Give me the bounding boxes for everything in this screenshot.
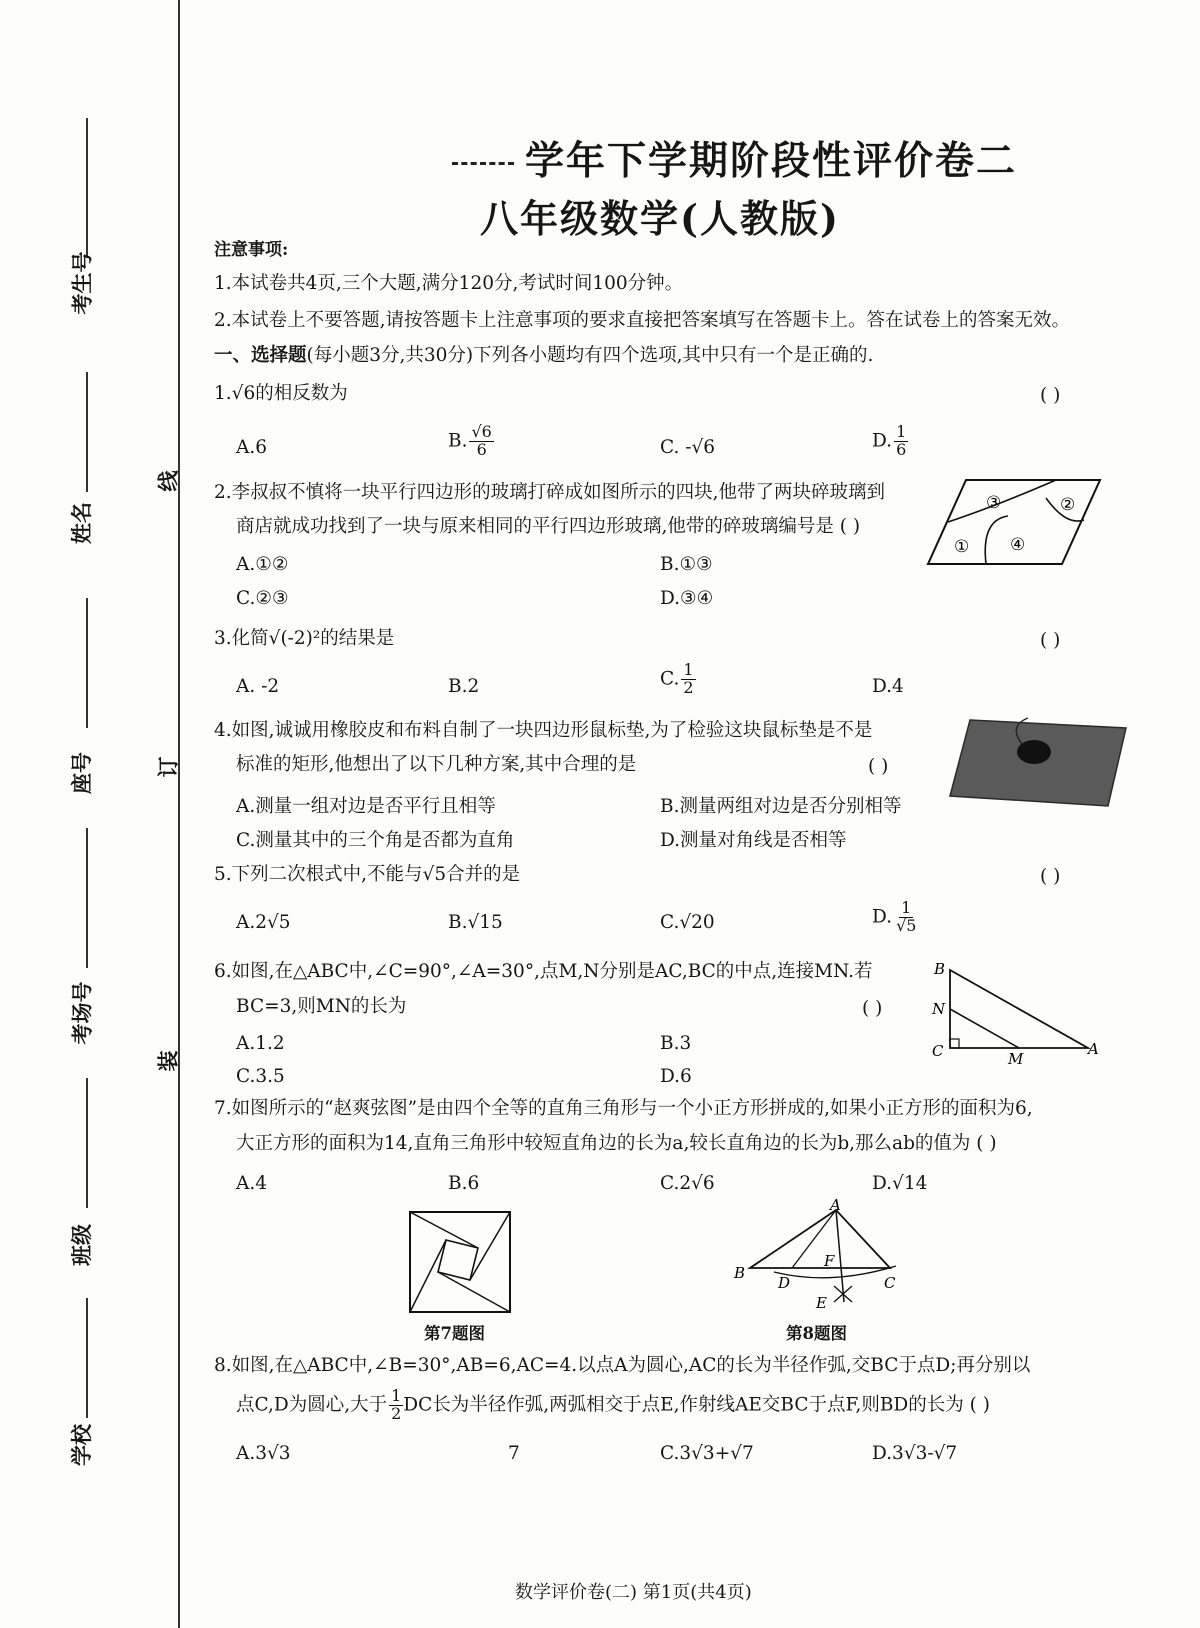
class-fill-line [86, 1078, 88, 1208]
exam-number-label: 考生号 [69, 251, 95, 315]
q6-line1: 6.如图,在△ABC中,∠C=90°,∠A=30°,点M,N分别是AC,BC的中点,连接MN.若 [214, 961, 873, 982]
q8-line2-post: DC长为半径作弧,两弧相交于点E,作射线AE交BC于点F,则BD的长为 ( ) [403, 1394, 990, 1416]
q1-option-c: C. -√6 [660, 437, 716, 458]
q7-outer-square [410, 1212, 510, 1312]
q5-option-d-den: √5 [896, 915, 917, 935]
q6-label-m: M [1008, 1050, 1024, 1068]
notes-heading: 注意事项: [214, 240, 289, 260]
q7-option-a: A.4 [236, 1173, 268, 1194]
q5-option-d-prefix: D. [872, 906, 893, 928]
q8-line2-den: 2 [391, 1403, 402, 1423]
q8-line1: 8.如图,在△ABC中,∠B=30°,AB=6,AC=4.以点A为圆心,AC的长为半径作弧,交BC于点D;再分别以 [214, 1355, 1031, 1376]
q5-option-a: A.2√5 [236, 912, 291, 933]
q3-option-c-num: 1 [683, 660, 694, 679]
q5-stem: 5.下列二次根式中,不能与√5合并的是 [214, 864, 521, 885]
q7-line2: 大正方形的面积为14,直角三角形中较短直角边的长为a,较长直角边的长为b,那么ab的值为 ( ) [236, 1133, 997, 1154]
q2-piece-1-label: ① [954, 537, 970, 557]
q1-option-d-frac [894, 424, 908, 459]
q3-answer-paren: ( ) [1040, 630, 1061, 651]
q2-line1: 2.李叔叔不慎将一块平行四边形的玻璃打碎成如图所示的四块,他带了两块碎玻璃到 [214, 482, 886, 503]
name-fill-line [86, 372, 88, 492]
seat-label: 座号 [69, 752, 94, 794]
q3-option-c-frac [681, 662, 695, 697]
school-label: 学校 [69, 1424, 94, 1466]
name-label: 姓名 [69, 502, 94, 544]
q5-option-c: C.√20 [660, 912, 715, 933]
q2-crack-2 [985, 516, 1008, 564]
q6-right-angle [950, 1039, 959, 1048]
q6-label-n: N [932, 1000, 946, 1018]
q8-option-b: 7 [508, 1443, 520, 1464]
q1-option-d-den: 6 [896, 439, 907, 459]
q4-line1: 4.如图,诚诚用橡胶皮和布料自制了一块四边形鼠标垫,为了检验这块鼠标垫是不是 [214, 720, 873, 741]
section1-line [214, 347, 873, 366]
q8-option-d: D.3√3-√7 [872, 1443, 958, 1464]
q5-option-b: B.√15 [448, 912, 503, 933]
q2-option-c: C.②③ [236, 588, 289, 609]
q7-option-b: B.6 [448, 1173, 480, 1194]
exam-number-fill-line [86, 118, 88, 258]
q1-answer-paren: ( ) [1040, 385, 1061, 406]
q3-option-c-prefix: C. [660, 668, 680, 690]
q4-option-d: D.测量对角线是否相等 [660, 830, 847, 851]
q7-option-c: C.2√6 [660, 1173, 715, 1194]
q3-option-a: A. -2 [236, 676, 280, 697]
q6-option-d: D.6 [660, 1066, 692, 1087]
q6-line2: BC=3,则MN的长为 [236, 996, 407, 1017]
q7-triangle-edge [438, 1272, 510, 1312]
q2-option-d: D.③④ [660, 588, 714, 609]
room-fill-line [86, 828, 88, 968]
q7-line1: 7.如图所示的“赵爽弦图”是由四个全等的直角三角形与一个小正方形拼成的,如果小正方形的面积为6, [214, 1098, 1033, 1119]
q8-line2-num: 1 [391, 1386, 402, 1405]
q6-option-a: A.1.2 [236, 1033, 285, 1054]
q2-option-a: A.①② [236, 554, 289, 575]
q3-option-c-den: 2 [683, 677, 694, 697]
q8-triangle-figure [730, 1198, 910, 1314]
q8-label-e: E [816, 1294, 827, 1312]
q3-option-d: D.4 [872, 676, 904, 697]
page-footer: 数学评价卷(二) 第1页(共4页) [515, 1582, 752, 1603]
q7-figure-caption: 第7题图 [424, 1324, 485, 1343]
q3-option-c [660, 662, 696, 697]
exam-title: 学年下学期阶段性评价卷二 [525, 138, 1018, 184]
q8-line2-frac [389, 1388, 403, 1423]
q8-label-a: A [830, 1198, 841, 1214]
q1-option-d [872, 424, 908, 459]
q2-piece-4-label: ④ [1010, 535, 1026, 555]
q6-label-a: A [1088, 1040, 1099, 1058]
q7-zhao-shuang-figure [408, 1210, 512, 1314]
note-item: 2.本试卷上不要答题,请按答题卡上注意事项的要求直接把答案填写在答题卡上。答在试卷上的答案无效。 [214, 310, 1071, 331]
q1-option-b-frac [469, 424, 493, 459]
room-label: 考场号 [69, 981, 95, 1045]
q8-label-d: D [778, 1274, 791, 1292]
q5-option-d [872, 900, 918, 935]
year-blank [452, 140, 514, 165]
school-fill-line [86, 1298, 88, 1418]
binding-margin [0, 0, 185, 1628]
q4-option-c: C.测量其中的三个角是否都为直角 [236, 830, 515, 851]
seat-fill-line [86, 598, 88, 728]
cut-mark-bind: 订 [155, 756, 181, 778]
q6-triangle [950, 970, 1088, 1048]
q1-stem: 1.√6的相反数为 [214, 383, 348, 404]
section1-instruction: (每小题3分,共30分)下列各小题均有四个选项,其中只有一个是正确的. [306, 345, 874, 366]
section1-heading: 一、选择题 [214, 345, 307, 366]
cut-mark-assemble: 装 [155, 1050, 181, 1072]
note-item: 1.本试卷共4页,三个大题,满分120分,考试时间100分钟。 [214, 273, 684, 294]
q2-line2: 商店就成功找到了一块与原来相同的平行四边形玻璃,他带的碎玻璃编号是 ( ) [236, 516, 861, 537]
q8-label-f: F [824, 1252, 835, 1270]
q8-line2 [236, 1388, 990, 1423]
q3-option-b: B.2 [448, 676, 480, 697]
q1-option-b-prefix: B. [448, 430, 468, 452]
q4-mousepad-image [948, 716, 1128, 808]
q1-option-a: A.6 [236, 437, 268, 458]
class-label: 班级 [69, 1224, 94, 1266]
q5-option-d-num: 1 [901, 898, 912, 917]
q4-option-a: A.测量一组对边是否平行且相等 [236, 796, 496, 817]
q8-option-a: A.3√3 [236, 1443, 291, 1464]
q6-segment-mn [950, 1009, 1019, 1048]
q7-option-d: D.√14 [872, 1173, 928, 1194]
q6-answer-paren: ( ) [862, 998, 883, 1019]
q6-label-c: C [932, 1042, 944, 1060]
q2-piece-2-label: ② [1060, 495, 1076, 515]
q7-triangle-edge [410, 1240, 446, 1312]
q1-option-b [448, 424, 494, 459]
q8-line2-pre: 点C,D为圆心,大于 [236, 1394, 388, 1416]
q2-piece-3-label: ③ [986, 493, 1002, 513]
q8-triangle [750, 1210, 890, 1268]
q4-line2: 标准的矩形,他想出了以下几种方案,其中合理的是 [236, 754, 637, 775]
q8-figure-caption: 第8题图 [786, 1324, 847, 1343]
q6-option-c: C.3.5 [236, 1066, 285, 1087]
binding-line [178, 0, 180, 1628]
q4-answer-paren: ( ) [868, 756, 889, 777]
q1-option-d-num: 1 [896, 422, 907, 441]
q1-option-b-den: 6 [476, 439, 487, 459]
q5-answer-paren: ( ) [1040, 866, 1061, 887]
q2-parallelogram-figure [926, 476, 1102, 572]
q1-option-d-prefix: D. [872, 430, 893, 452]
q5-option-d-frac [894, 900, 918, 935]
q6-triangle-figure [928, 958, 1100, 1068]
q7-inner-square [438, 1240, 478, 1280]
q8-label-b: B [734, 1264, 746, 1282]
q8-label-c: C [884, 1274, 896, 1292]
q4-option-b: B.测量两组对边是否分别相等 [660, 796, 902, 817]
q1-option-b-num: √6 [471, 422, 492, 441]
exam-subtitle: 八年级数学(人教版) [480, 196, 840, 241]
q6-option-b: B.3 [660, 1033, 692, 1054]
q2-option-b: B.①③ [660, 554, 713, 575]
q8-option-c: C.3√3+√7 [660, 1443, 754, 1464]
q7-triangle-edge [470, 1212, 510, 1280]
cut-mark-line: 线 [155, 470, 181, 492]
q3-stem: 3.化简√(-2)²的结果是 [214, 628, 395, 649]
q6-label-b: B [934, 960, 946, 978]
